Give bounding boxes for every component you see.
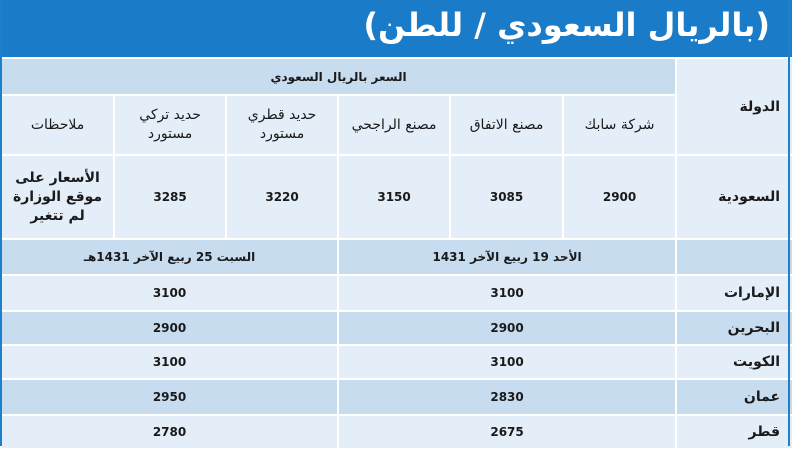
country-cell: قطر: [676, 415, 792, 449]
column-header: حديد تركي مستورد: [114, 95, 226, 155]
price-cell: 3100: [338, 345, 676, 379]
price-cell: 3100: [1, 345, 338, 379]
price-cell: 3150: [338, 155, 450, 239]
notes-cell: الأسعار على موقع الوزارة لم تتغير: [1, 155, 114, 239]
price-cell: 2780: [1, 415, 338, 449]
country-column-header: الدولة: [676, 58, 792, 155]
price-cell: 2900: [563, 155, 676, 239]
price-cell: 2900: [1, 311, 338, 345]
price-cell: 3100: [338, 275, 676, 311]
price-cell: 2675: [338, 415, 676, 449]
price-cell: 3085: [450, 155, 563, 239]
country-cell: البحرين: [676, 311, 792, 345]
column-header: مصنع الاتفاق: [450, 95, 563, 155]
column-header: شركة سابك: [563, 95, 676, 155]
date-header: السبت 25 ربيع الآخر 1431هـ: [1, 239, 338, 275]
price-cell: 2950: [1, 379, 338, 415]
price-cell: 3220: [226, 155, 338, 239]
date-header: الأحد 19 ربيع الآخر 1431: [338, 239, 676, 275]
country-cell: الإمارات: [676, 275, 792, 311]
price-cell: 3285: [114, 155, 226, 239]
page-title: (بالريال السعودي / للطن): [363, 6, 770, 44]
column-header: مصنع الراجحي: [338, 95, 450, 155]
country-cell: السعودية: [676, 155, 792, 239]
price-cell: 2830: [338, 379, 676, 415]
column-header: حديد قطري مستورد: [226, 95, 338, 155]
currency-group-header: السعر بالريال السعودي: [1, 58, 676, 95]
price-cell: 2900: [338, 311, 676, 345]
country-cell: عمان: [676, 379, 792, 415]
price-cell: 3100: [1, 275, 338, 311]
column-header: ملاحظات: [1, 95, 114, 155]
country-cell: الكويت: [676, 345, 792, 379]
